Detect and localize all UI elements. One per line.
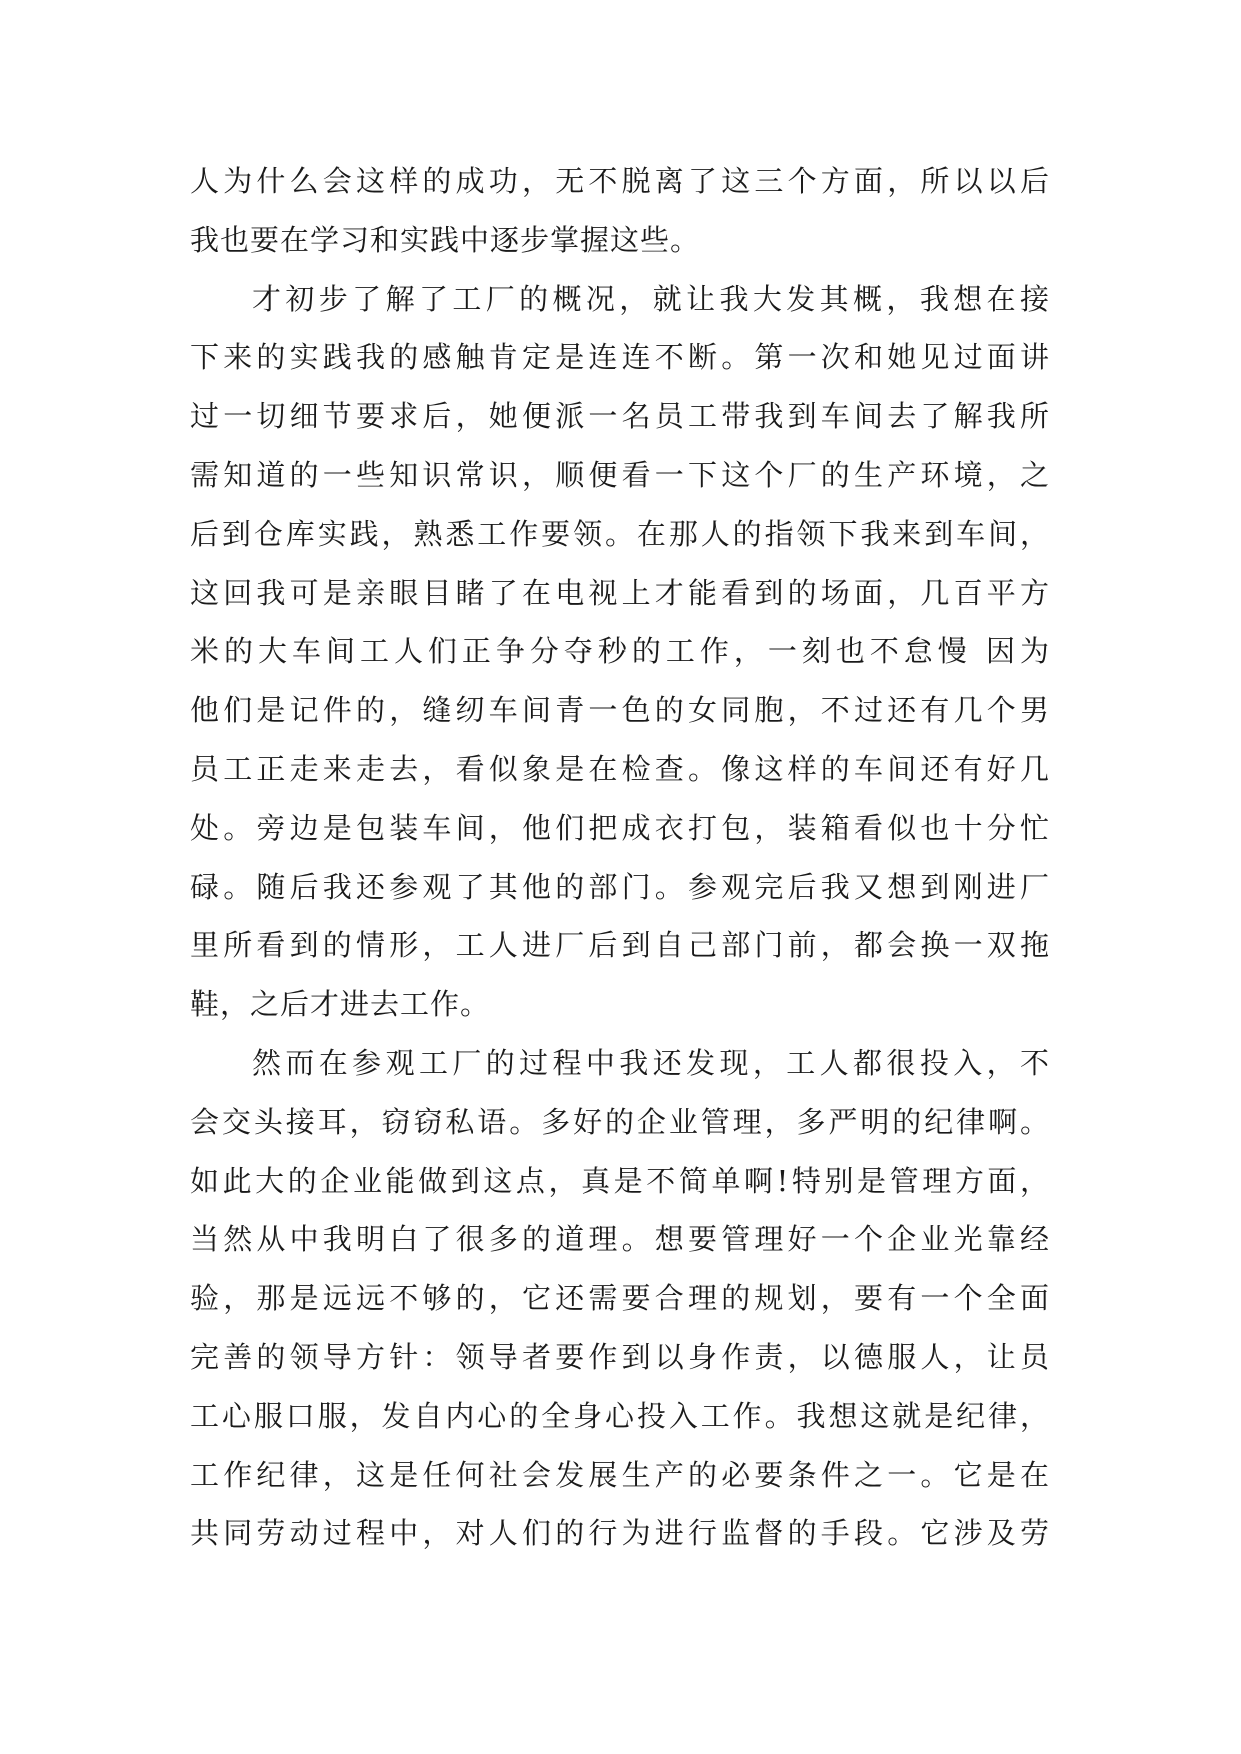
- text-line: 共同劳动过程中，对人们的行为进行监督的手段。它涉及劳: [190, 1516, 1050, 1551]
- text-line: 当然从中我明白了很多的道理。想要管理好一个企业光靠经: [190, 1222, 1050, 1257]
- body-text: [190, 152, 1050, 1563]
- text-line: 会交头接耳，窃窃私语。多好的企业管理，多严明的纪律啊。: [190, 1104, 1050, 1139]
- text-line: 后到仓库实践，熟悉工作要领。在那人的指领下我来到车间，: [190, 516, 1050, 551]
- text-line: 工心服口服，发自内心的全身心投入工作。我想这就是纪律，: [190, 1398, 1050, 1433]
- text-line: 鞋，之后才进去工作。: [190, 987, 491, 1022]
- text-line: 人为什么会这样的成功，无不脱离了这三个方面，所以以后: [190, 164, 1050, 198]
- text-line: 才初步了解了工厂的概况，就让我大发其概，我想在接: [252, 281, 1050, 316]
- text-line: 米的大车间工人们正争分夺秒的工作，一刻也不怠慢 因为: [190, 634, 1050, 669]
- text-line: 过一切细节要求后，她便派一名员工带我到车间去了解我所: [190, 399, 1050, 434]
- text-line: 下来的实践我的感触肯定是连连不断。第一次和她见过面讲: [190, 340, 1050, 375]
- text-line: 然而在参观工厂的过程中我还发现，工人都很投入，不: [252, 1045, 1050, 1080]
- text-line: 验，那是远远不够的，它还需要合理的规划，要有一个全面: [190, 1281, 1050, 1316]
- text-line: 碌。随后我还参观了其他的部门。参观完后我又想到刚进厂: [190, 869, 1050, 904]
- text-line: 需知道的一些知识常识，顺便看一下这个厂的生产环境，之: [190, 457, 1050, 492]
- text-line: 处。旁边是包装车间，他们把成衣打包，装箱看似也十分忙: [190, 810, 1050, 845]
- text-line: 完善的领导方针：领导者要作到以身作责，以德服人，让员: [190, 1339, 1050, 1374]
- text-line: 员工正走来走去，看似象是在检查。像这样的车间还有好几: [190, 751, 1050, 786]
- text-line: 这回我可是亲眼目睹了在电视上才能看到的场面，几百平方: [190, 575, 1050, 610]
- text-line: 如此大的企业能做到这点，真是不简单啊!特别是管理方面，: [190, 1163, 1050, 1198]
- text-line: 我也要在学习和实践中逐步掌握这些。: [190, 222, 701, 257]
- text-line: 工作纪律，这是任何社会发展生产的必要条件之一。它是在: [190, 1457, 1050, 1492]
- text-line: 里所看到的情形，工人进厂后到自己部门前，都会换一双拖: [190, 928, 1050, 963]
- text-line: 他们是记件的，缝纫车间青一色的女同胞，不过还有几个男: [190, 693, 1050, 728]
